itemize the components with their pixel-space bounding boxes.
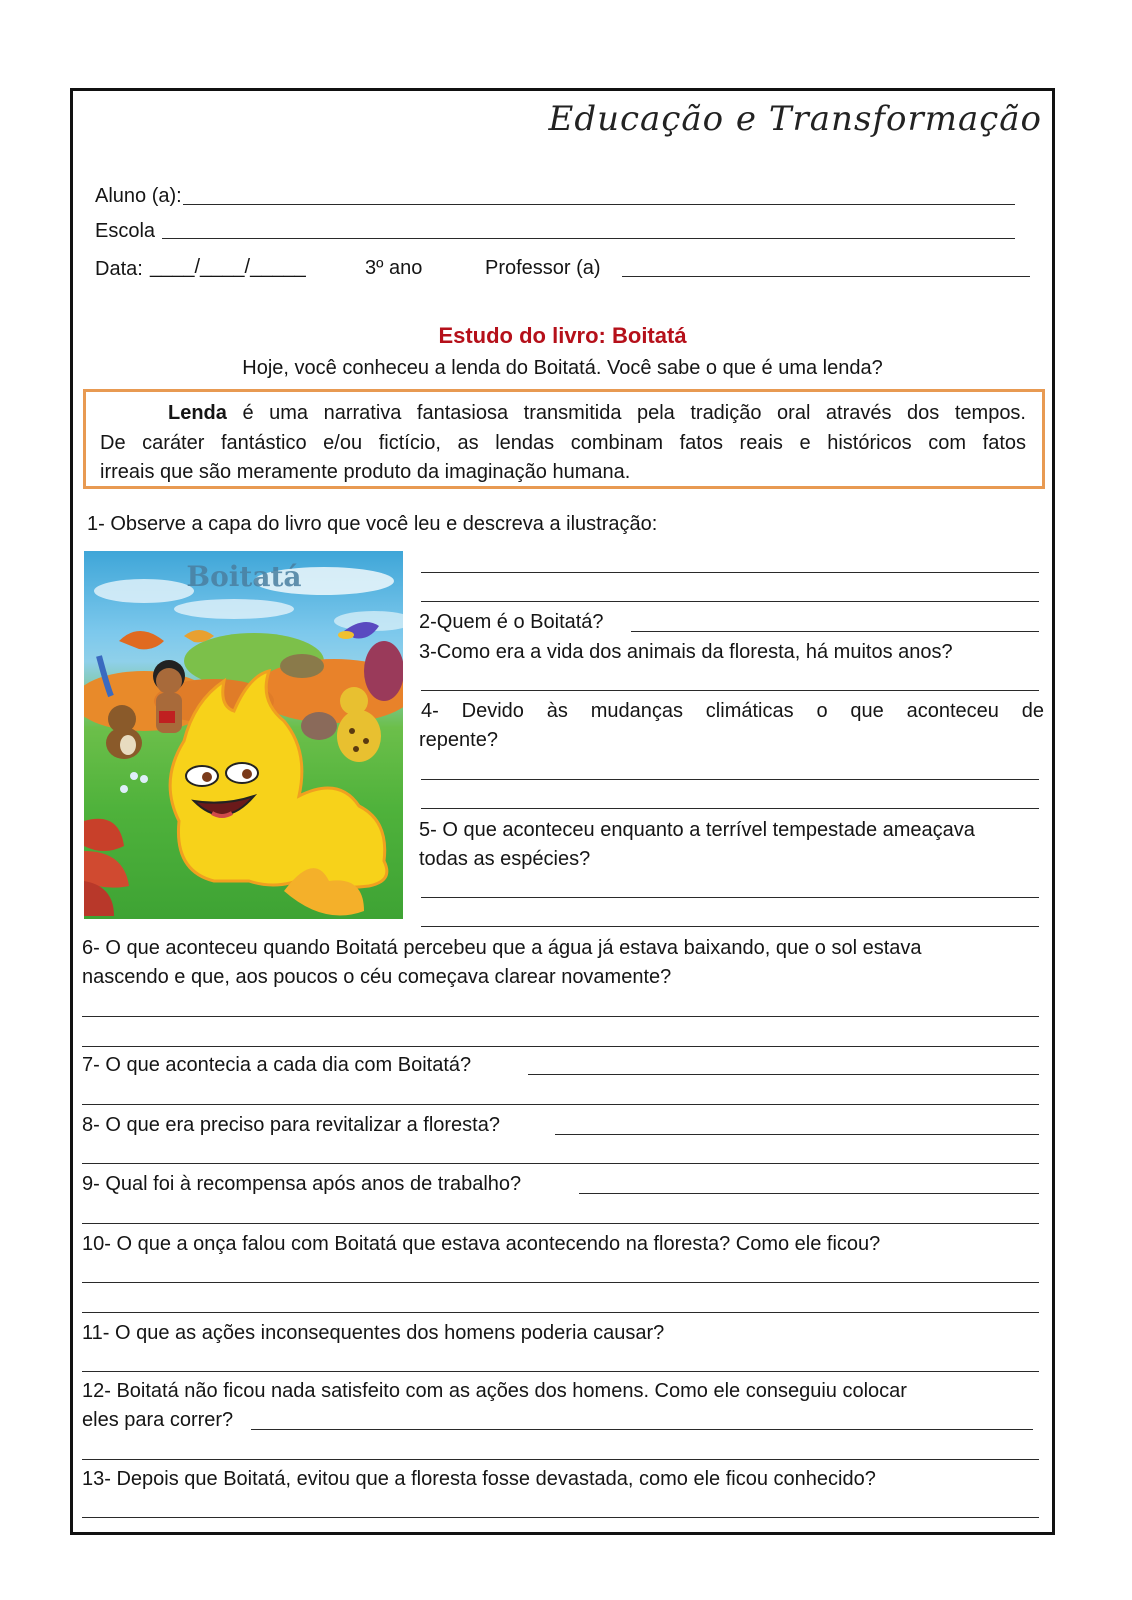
answer-line-q7-1[interactable] <box>528 1074 1039 1075</box>
date-label: Data: <box>95 258 143 280</box>
answer-line-q9-2[interactable] <box>82 1223 1039 1224</box>
answer-line-q8-2[interactable] <box>82 1163 1039 1164</box>
student-label: Aluno (a): <box>95 185 182 207</box>
grade-label: 3º ano <box>365 257 423 279</box>
cover-title: Boitatá <box>186 560 302 593</box>
answer-line-q12-2[interactable] <box>82 1459 1039 1460</box>
answer-line-q12-1[interactable] <box>251 1429 1033 1430</box>
answer-line-q9-1[interactable] <box>579 1193 1039 1194</box>
date-field[interactable]: ____/____/_____ <box>150 256 306 278</box>
question-6-line-1: 6- O que aconteceu quando Boitatá percebeu que a água já estava baixando, que o sol estava <box>82 937 922 959</box>
question-5-line-2: todas as espécies? <box>419 848 591 870</box>
answer-line-q5-2[interactable] <box>421 926 1039 927</box>
page-title: Estudo do livro: Boitatá <box>438 323 687 348</box>
page-subtitle: Hoje, você conheceu a lenda do Boitatá. Você sabe o que é uma lenda? <box>242 357 883 379</box>
question-6-line-2: nascendo e que, aos poucos o céu começava clarear novamente? <box>82 966 672 988</box>
answer-line-q5-1[interactable] <box>421 897 1039 898</box>
question-12-line-2: eles para correr? <box>82 1409 234 1431</box>
question-13: 13- Depois que Boitatá, evitou que a floresta fosse devastada, como ele ficou conhecido? <box>82 1468 876 1490</box>
school-field[interactable] <box>162 238 1015 239</box>
answer-line-q3[interactable] <box>421 690 1039 691</box>
question-2: 2-Quem é o Boitatá? <box>419 611 604 633</box>
answer-line-q4-1[interactable] <box>421 779 1039 780</box>
answer-line-q1-2[interactable] <box>421 601 1039 602</box>
answer-line-q11[interactable] <box>82 1371 1039 1372</box>
answer-line-q13[interactable] <box>82 1517 1039 1518</box>
question-9: 9- Qual foi à recompensa após anos de trabalho? <box>82 1173 522 1195</box>
answer-line-q7-2[interactable] <box>82 1104 1039 1105</box>
question-5-line-1: 5- O que aconteceu enquanto a terrível tempestade ameaçava <box>419 819 975 841</box>
school-label: Escola <box>95 220 156 242</box>
question-4-line-1: 4- Devido às mudanças climáticas o que aconteceu de <box>421 700 1044 722</box>
worksheet-frame <box>70 88 1055 1535</box>
question-11: 11- O que as ações inconsequentes dos homens poderia causar? <box>82 1322 665 1344</box>
question-4-line-2: repente? <box>419 729 498 751</box>
teacher-label: Professor (a) <box>485 257 601 279</box>
student-name-field[interactable] <box>183 204 1015 205</box>
brand-logo-text: Educação e Transformação <box>548 99 1042 139</box>
answer-line-q6-1[interactable] <box>82 1016 1039 1017</box>
book-cover-image <box>84 551 403 919</box>
definition-term: Lenda <box>168 402 227 424</box>
question-12-line-1: 12- Boitatá não ficou nada satisfeito com as ações dos homens. Como ele conseguiu colocar <box>82 1380 907 1402</box>
boitata-illustration <box>84 551 403 919</box>
answer-line-q6-2[interactable] <box>82 1046 1039 1047</box>
definition-line-2: De caráter fantástico e/ou fictício, as lendas combinam fatos reais e históricos com fatos <box>100 431 1026 454</box>
question-1: 1- Observe a capa do livro que você leu e descreva a ilustração: <box>87 513 658 535</box>
question-7: 7- O que acontecia a cada dia com Boitatá? <box>82 1054 472 1076</box>
question-10: 10- O que a onça falou com Boitatá que estava acontecendo na floresta? Como ele ficou? <box>82 1233 881 1255</box>
definition-box <box>83 389 1045 489</box>
definition-line-1: Lenda é uma narrativa fantasiosa transmitida pela tradição oral através dos tempos. <box>168 402 1026 424</box>
answer-line-q10-1[interactable] <box>82 1282 1039 1283</box>
answer-line-q4-2[interactable] <box>421 808 1039 809</box>
answer-line-q1-1[interactable] <box>421 572 1039 573</box>
definition-line-3: irreais que são meramente produto da imaginação humana. <box>100 461 631 483</box>
answer-line-q2[interactable] <box>631 631 1039 632</box>
question-3: 3-Como era a vida dos animais da floresta, há muitos anos? <box>419 641 953 663</box>
answer-line-q8-1[interactable] <box>555 1134 1039 1135</box>
teacher-field[interactable] <box>622 276 1030 277</box>
question-8: 8- O que era preciso para revitalizar a floresta? <box>82 1114 500 1136</box>
answer-line-q10-2[interactable] <box>82 1312 1039 1313</box>
